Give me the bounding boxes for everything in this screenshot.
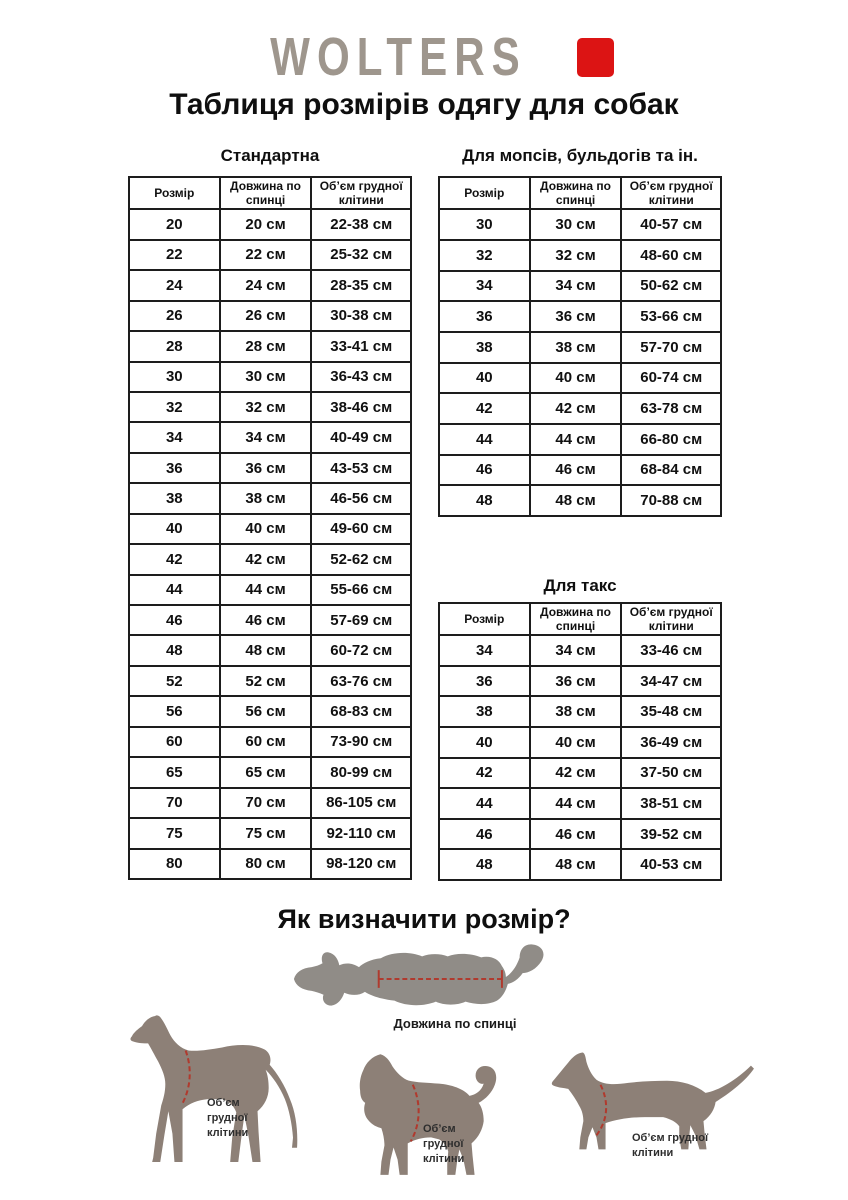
- table-cell: 30 см: [530, 209, 622, 240]
- table-cell: 46-56 см: [311, 483, 411, 513]
- table-row: [129, 818, 411, 848]
- table-cell: 22: [129, 240, 220, 270]
- table-cell: 34: [439, 635, 530, 666]
- table-cell: 42 см: [530, 758, 622, 789]
- table-row: [439, 332, 721, 363]
- table-row: [439, 696, 721, 727]
- table-row: [129, 849, 411, 880]
- table-cell: 63-76 см: [311, 666, 411, 696]
- table-cell: 32 см: [530, 240, 622, 271]
- table-cell: 65 см: [220, 757, 312, 787]
- table-cell: 34: [129, 422, 220, 452]
- header-row: [439, 603, 721, 635]
- table-cell: 49-60 см: [311, 514, 411, 544]
- header-row: [129, 177, 411, 209]
- table-cell: 34 см: [530, 271, 622, 302]
- table-cell: 37-50 см: [621, 758, 721, 789]
- table-cell: 38-46 см: [311, 392, 411, 422]
- table-cell: 57-70 см: [621, 332, 721, 363]
- table-cell: 63-78 см: [621, 393, 721, 424]
- wolters-logo: [0, 27, 848, 87]
- table-cell: 70-88 см: [621, 485, 721, 516]
- table-cell: 48 см: [220, 635, 312, 665]
- table-row: [439, 727, 721, 758]
- table-cell: 36: [439, 666, 530, 697]
- table-cell: 46: [439, 819, 530, 850]
- table-cell: 38: [439, 332, 530, 363]
- table-cell: 26: [129, 301, 220, 331]
- table-row: [129, 605, 411, 635]
- table-cell: 56 см: [220, 696, 312, 726]
- table-row: [129, 331, 411, 361]
- table-cell: 53-66 см: [621, 301, 721, 332]
- table-cell: 36 см: [530, 666, 622, 697]
- table-cell: 24: [129, 270, 220, 300]
- column-header: Розмір: [439, 177, 530, 209]
- table-row: [439, 758, 721, 789]
- table-cell: 42: [129, 544, 220, 574]
- table-cell: 48: [129, 635, 220, 665]
- table-cell: 34 см: [530, 635, 622, 666]
- table-row: [439, 849, 721, 880]
- back-length-label: Довжина по спинці: [393, 1016, 517, 1031]
- table-cell: 68-84 см: [621, 455, 721, 486]
- table-cell: 36: [129, 453, 220, 483]
- table-row: [129, 788, 411, 818]
- table-cell: 35-48 см: [621, 696, 721, 727]
- table-row: [129, 453, 411, 483]
- table-cell: 50-62 см: [621, 271, 721, 302]
- page-title: Таблиця розмірів одягу для собак: [169, 88, 679, 121]
- table-cell: 36-49 см: [621, 727, 721, 758]
- table-cell: 60-72 см: [311, 635, 411, 665]
- table-cell: 42 см: [530, 393, 622, 424]
- table-row: [129, 575, 411, 605]
- table-cell: 75 см: [220, 818, 312, 848]
- table-cell: 60: [129, 727, 220, 757]
- table-cell: 48 см: [530, 849, 622, 880]
- column-header: Об’єм грудної клітини: [621, 603, 721, 635]
- table-cell: 80 см: [220, 849, 312, 880]
- table-cell: 30 см: [220, 362, 312, 392]
- table-cell: 30: [129, 362, 220, 392]
- table-row: [439, 393, 721, 424]
- table-row: [129, 301, 411, 331]
- table-cell: 40: [439, 727, 530, 758]
- table-cell: 56: [129, 696, 220, 726]
- table-cell: 40-57 см: [621, 209, 721, 240]
- table-cell: 32: [439, 240, 530, 271]
- how-to-title: Як визначити розмір?: [277, 904, 571, 934]
- table-cell: 42: [439, 758, 530, 789]
- table-cell: 75: [129, 818, 220, 848]
- table-cell: 38 см: [530, 696, 622, 727]
- table-cell: 36 см: [220, 453, 312, 483]
- table-row: [129, 483, 411, 513]
- table-cell: 34 см: [220, 422, 312, 452]
- table-cell: 40 см: [220, 514, 312, 544]
- table-cell: 52 см: [220, 666, 312, 696]
- table-cell: 22-38 см: [311, 209, 411, 239]
- table-row: [129, 635, 411, 665]
- table-row: [439, 819, 721, 850]
- table-row: [439, 788, 721, 819]
- table-cell: 24 см: [220, 270, 312, 300]
- table-cell: 98-120 см: [311, 849, 411, 880]
- table-cell: 40: [439, 363, 530, 394]
- table-cell: 40: [129, 514, 220, 544]
- size-table-standard: [128, 176, 412, 880]
- chest-volume-label: Об’єм грудної клітини: [632, 1132, 709, 1159]
- table-cell: 52-62 см: [311, 544, 411, 574]
- table-cell: 36-43 см: [311, 362, 411, 392]
- table-cell: 44: [439, 424, 530, 455]
- table-row: [439, 635, 721, 666]
- table-cell: 30-38 см: [311, 301, 411, 331]
- table-row: [439, 666, 721, 697]
- table-cell: 36: [439, 301, 530, 332]
- table-cell: 42: [439, 393, 530, 424]
- table-cell: 28 см: [220, 331, 312, 361]
- table-cell: 55-66 см: [311, 575, 411, 605]
- column-header: Розмір: [129, 177, 220, 209]
- chest-volume-label: Об’єм грудної клітини: [423, 1123, 465, 1165]
- table-cell: 40 см: [530, 363, 622, 394]
- table-cell: 43-53 см: [311, 453, 411, 483]
- table-row: [129, 209, 411, 239]
- table-row: [129, 544, 411, 574]
- table-cell: 80-99 см: [311, 757, 411, 787]
- table-cell: 46: [129, 605, 220, 635]
- table-row: [439, 301, 721, 332]
- table-cell: 20: [129, 209, 220, 239]
- table-cell: 44: [439, 788, 530, 819]
- table-row: [439, 209, 721, 240]
- table-cell: 48: [439, 849, 530, 880]
- table-cell: 32: [129, 392, 220, 422]
- table-cell: 32 см: [220, 392, 312, 422]
- size-table-dachshunds: [438, 602, 722, 881]
- logo-text: WOLTERS: [269, 27, 527, 87]
- table-row: [129, 727, 411, 757]
- table-title-dachshunds: Для такс: [543, 576, 617, 595]
- table-cell: 60 см: [220, 727, 312, 757]
- table-cell: 46 см: [530, 455, 622, 486]
- table-title-standard: Стандартна: [220, 146, 320, 165]
- table-cell: 40-53 см: [621, 849, 721, 880]
- table-cell: 70: [129, 788, 220, 818]
- table-title-pugs-bulldogs: Для мопсів, бульдогів та ін.: [462, 146, 698, 165]
- table-row: [439, 424, 721, 455]
- table-cell: 92-110 см: [311, 818, 411, 848]
- table-row: [129, 392, 411, 422]
- table-cell: 34-47 см: [621, 666, 721, 697]
- column-header: Довжина по спинці: [530, 603, 622, 635]
- table-cell: 68-83 см: [311, 696, 411, 726]
- size-table-pugs-bulldogs: [438, 176, 722, 517]
- table-cell: 36 см: [530, 301, 622, 332]
- table-cell: 30: [439, 209, 530, 240]
- table-cell: 48-60 см: [621, 240, 721, 271]
- table-row: [129, 240, 411, 270]
- table-cell: 48: [439, 485, 530, 516]
- table-cell: 28-35 см: [311, 270, 411, 300]
- table-cell: 38-51 см: [621, 788, 721, 819]
- table-row: [439, 455, 721, 486]
- table-cell: 44: [129, 575, 220, 605]
- table-row: [129, 514, 411, 544]
- table-row: [129, 422, 411, 452]
- table-cell: 25-32 см: [311, 240, 411, 270]
- table-cell: 39-52 см: [621, 819, 721, 850]
- table-cell: 40-49 см: [311, 422, 411, 452]
- table-row: [129, 666, 411, 696]
- table-cell: 65: [129, 757, 220, 787]
- table-row: [129, 270, 411, 300]
- table-cell: 60-74 см: [621, 363, 721, 394]
- column-header: Об’єм грудної клітини: [621, 177, 721, 209]
- table-cell: 66-80 см: [621, 424, 721, 455]
- table-cell: 46 см: [530, 819, 622, 850]
- table-cell: 40 см: [530, 727, 622, 758]
- table-cell: 33-41 см: [311, 331, 411, 361]
- table-cell: 57-69 см: [311, 605, 411, 635]
- table-cell: 44 см: [530, 788, 622, 819]
- large-dog-silhouette: [126, 1012, 308, 1164]
- table-cell: 52: [129, 666, 220, 696]
- table-cell: 70 см: [220, 788, 312, 818]
- table-cell: 34: [439, 271, 530, 302]
- table-cell: 46 см: [220, 605, 312, 635]
- table-cell: 44 см: [220, 575, 312, 605]
- table-row: [129, 696, 411, 726]
- table-row: [439, 363, 721, 394]
- header-row: [439, 177, 721, 209]
- table-cell: 73-90 см: [311, 727, 411, 757]
- column-header: Розмір: [439, 603, 530, 635]
- table-cell: 48 см: [530, 485, 622, 516]
- column-header: Довжина по спинці: [220, 177, 312, 209]
- table-cell: 33-46 см: [621, 635, 721, 666]
- chest-volume-label: Об’єм грудної клітини: [207, 1097, 249, 1139]
- table-row: [129, 362, 411, 392]
- table-cell: 26 см: [220, 301, 312, 331]
- table-cell: 42 см: [220, 544, 312, 574]
- table-cell: 38 см: [220, 483, 312, 513]
- table-cell: 38 см: [530, 332, 622, 363]
- dog-top-view-silhouette: [290, 938, 566, 1020]
- table-cell: 20 см: [220, 209, 312, 239]
- table-cell: 38: [439, 696, 530, 727]
- table-row: [129, 757, 411, 787]
- table-cell: 28: [129, 331, 220, 361]
- column-header: Об’єм грудної клітини: [311, 177, 411, 209]
- table-cell: 44 см: [530, 424, 622, 455]
- table-cell: 80: [129, 849, 220, 880]
- column-header: Довжина по спинці: [530, 177, 622, 209]
- table-cell: 46: [439, 455, 530, 486]
- table-cell: 86-105 см: [311, 788, 411, 818]
- table-row: [439, 271, 721, 302]
- table-cell: 22 см: [220, 240, 312, 270]
- table-cell: 38: [129, 483, 220, 513]
- logo-red-square-icon: [577, 38, 614, 77]
- table-row: [439, 240, 721, 271]
- table-row: [439, 485, 721, 516]
